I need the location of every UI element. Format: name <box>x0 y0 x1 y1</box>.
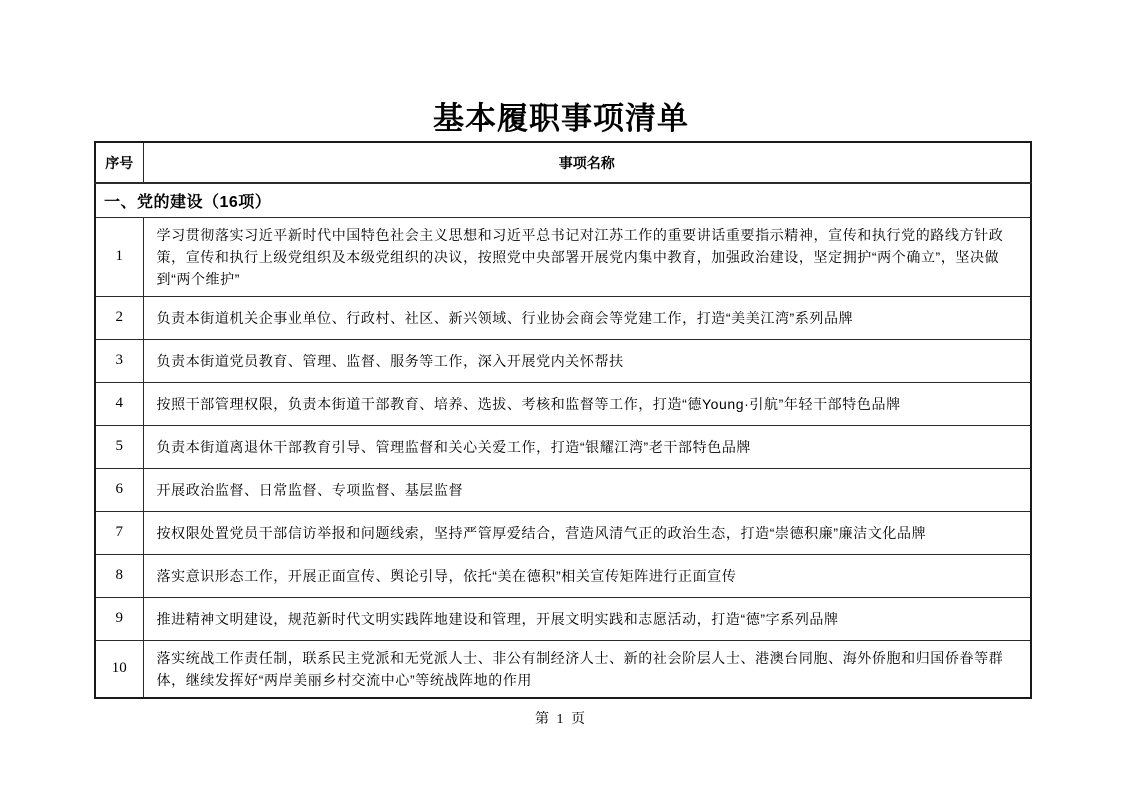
row-item-name: 按照干部管理权限，负责本街道干部教育、培养、选拔、考核和监督等工作，打造“德Young·引航”年轻干部特色品牌 <box>143 382 1031 425</box>
row-item-name: 落实意识形态工作，开展正面宣传、舆论引导，依托“美在德积”相关宣传矩阵进行正面宣传 <box>143 554 1031 597</box>
row-item-name: 开展政治监督、日常监督、专项监督、基层监督 <box>143 468 1031 511</box>
section-header-row <box>95 183 1031 217</box>
table-row <box>95 554 1031 597</box>
row-item-name: 负责本街道机关企事业单位、行政村、社区、新兴领域、行业协会商会等党建工作，打造“美美江湾”系列品牌 <box>143 296 1031 339</box>
row-index: 2 <box>95 296 143 339</box>
row-index: 8 <box>95 554 143 597</box>
table-row <box>95 468 1031 511</box>
items-table <box>94 141 1032 699</box>
table-row <box>95 296 1031 339</box>
row-index: 1 <box>95 217 143 296</box>
row-item-name: 落实统战工作责任制，联系民主党派和无党派人士、非公有制经济人士、新的社会阶层人士、港澳台同胞、海外侨胞和归国侨眷等群体，继续发挥好“两岸美丽乡村交流中心”等统战阵地的作用 <box>143 640 1031 698</box>
table-row <box>95 382 1031 425</box>
column-header-name: 事项名称 <box>143 142 1031 183</box>
table-header-row <box>95 142 1031 183</box>
row-item-name: 按权限处置党员干部信访举报和问题线索，坚持严管厚爱结合，营造风清气正的政治生态，打造“崇德积廉”廉洁文化品牌 <box>143 511 1031 554</box>
row-item-name: 负责本街道离退休干部教育引导、管理监督和关心关爱工作，打造“银耀江湾”老干部特色品牌 <box>143 425 1031 468</box>
table-row <box>95 511 1031 554</box>
table-row <box>95 217 1031 296</box>
row-index: 4 <box>95 382 143 425</box>
row-item-name: 学习贯彻落实习近平新时代中国特色社会主义思想和习近平总书记对江苏工作的重要讲话重要指示精神，宣传和执行党的路线方针政策，宣传和执行上级党组织及本级党组织的决议，按照党中央部署开展党内集中教育，加强政治建设，坚定拥护“两个确立”，坚决做到“两个维护” <box>143 217 1031 296</box>
row-item-name: 负责本街道党员教育、管理、监督、服务等工作，深入开展党内关怀帮扶 <box>143 339 1031 382</box>
page-number: 第 1 页 <box>535 712 587 727</box>
table-row <box>95 339 1031 382</box>
page-title: 基本履职事项清单 <box>433 101 689 136</box>
row-item-name: 推进精神文明建设，规范新时代文明实践阵地建设和管理，开展文明实践和志愿活动，打造“德”字系列品牌 <box>143 597 1031 640</box>
row-index: 5 <box>95 425 143 468</box>
table-row <box>95 640 1031 698</box>
row-index: 3 <box>95 339 143 382</box>
row-index: 6 <box>95 468 143 511</box>
table-row <box>95 597 1031 640</box>
section-title: 一、党的建设（16项） <box>95 183 1031 217</box>
table-row <box>95 425 1031 468</box>
column-header-index: 序号 <box>95 142 143 183</box>
row-index: 9 <box>95 597 143 640</box>
row-index: 7 <box>95 511 143 554</box>
row-index: 10 <box>95 640 143 698</box>
